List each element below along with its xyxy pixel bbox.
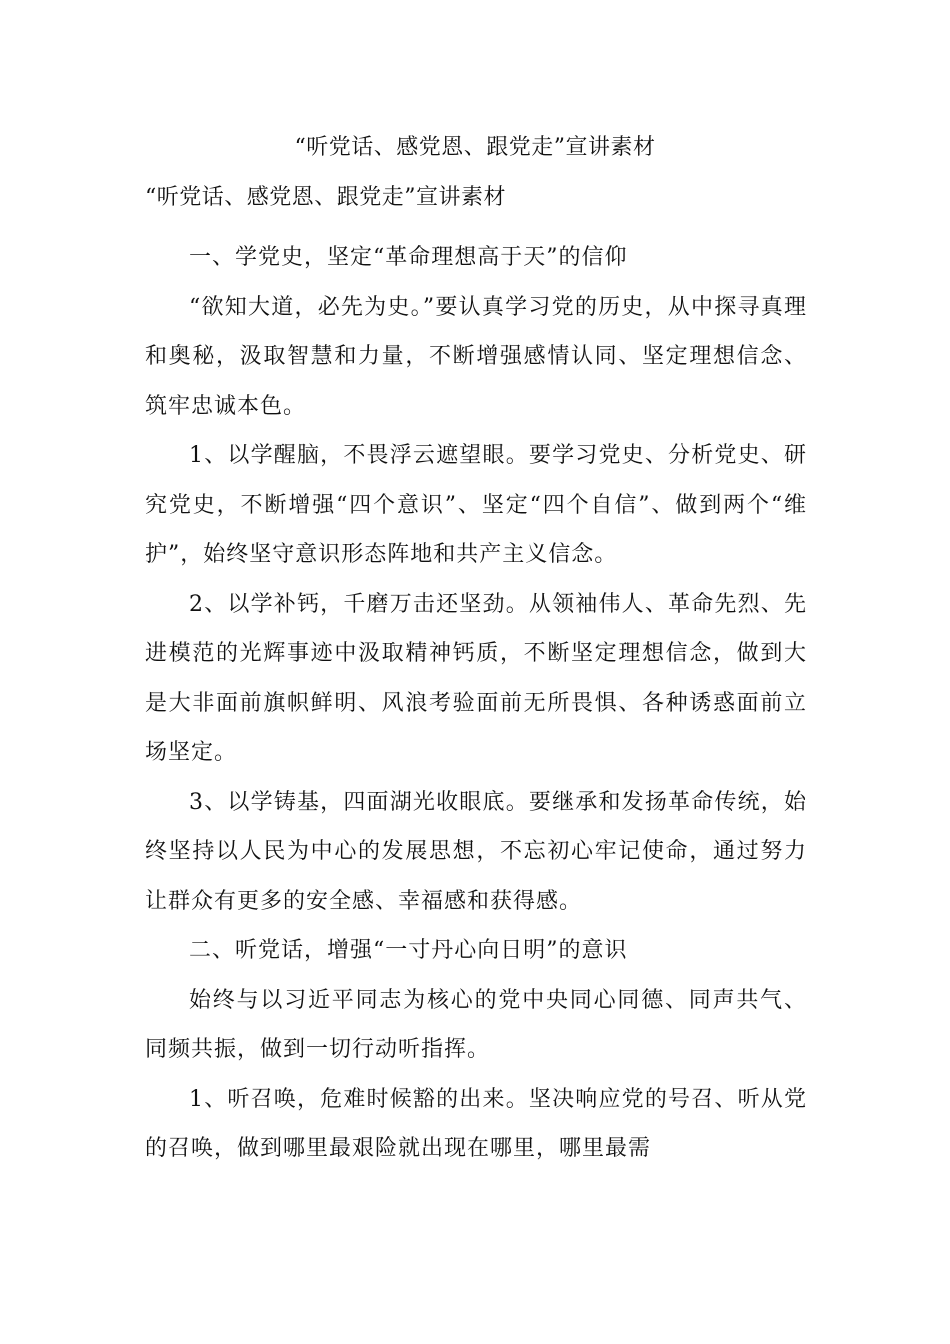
document-body xyxy=(145,233,807,1174)
paragraph-point-1-1: 1、以学醒脑，不畏浮云遮望眼。要学习党史、分析党史、研究党史，不断增强“四个意识”、坚定“四个自信”、做到两个“维护”，始终坚守意识形态阵地和共产主义信念。 xyxy=(145,443,807,567)
document-title: “听党话、感党恩、跟党走”宣讲素材 xyxy=(294,135,656,160)
document-subtitle: “听党话、感党恩、跟党走”宣讲素材 xyxy=(145,185,506,210)
paragraph-point-1-2: 2、以学补钙，千磨万击还坚劲。从领袖伟人、革命先烈、先进模范的光辉事迹中汲取精神钙质，不断坚定理想信念，做到大是大非面前旗帜鲜明、风浪考验面前无所畏惧、各种诱惑面前立场坚定。 xyxy=(145,591,807,765)
paragraph-intro-2: 始终与以习近平同志为核心的党中央同心同德、同声共气、同频共振，做到一切行动听指挥。 xyxy=(145,987,807,1062)
paragraph-point-1-3: 3、以学铸基，四面湖光收眼底。要继承和发扬革命传统，始终坚持以人民为中心的发展思想，不忘初心牢记使命，通过努力让群众有更多的安全感、幸福感和获得感。 xyxy=(145,789,807,914)
paragraph-point-2-1: 1、听召唤，危难时候豁的出来。坚决响应党的号召、听从党的召唤，做到哪里最艰险就出现在哪里，哪里最需 xyxy=(145,1086,807,1161)
paragraph-intro-1: “欲知大道，必先为史。”要认真学习党的历史，从中探寻真理和奥秘，汲取智慧和力量，不断增强感情认同、坚定理想信念、筑牢忠诚本色。 xyxy=(145,294,807,419)
section-heading-2: 二、听党话，增强“一寸丹心向日明”的意识 xyxy=(189,938,628,963)
section-heading-1: 一、学党史，坚定“革命理想高于天”的信仰 xyxy=(189,245,628,270)
